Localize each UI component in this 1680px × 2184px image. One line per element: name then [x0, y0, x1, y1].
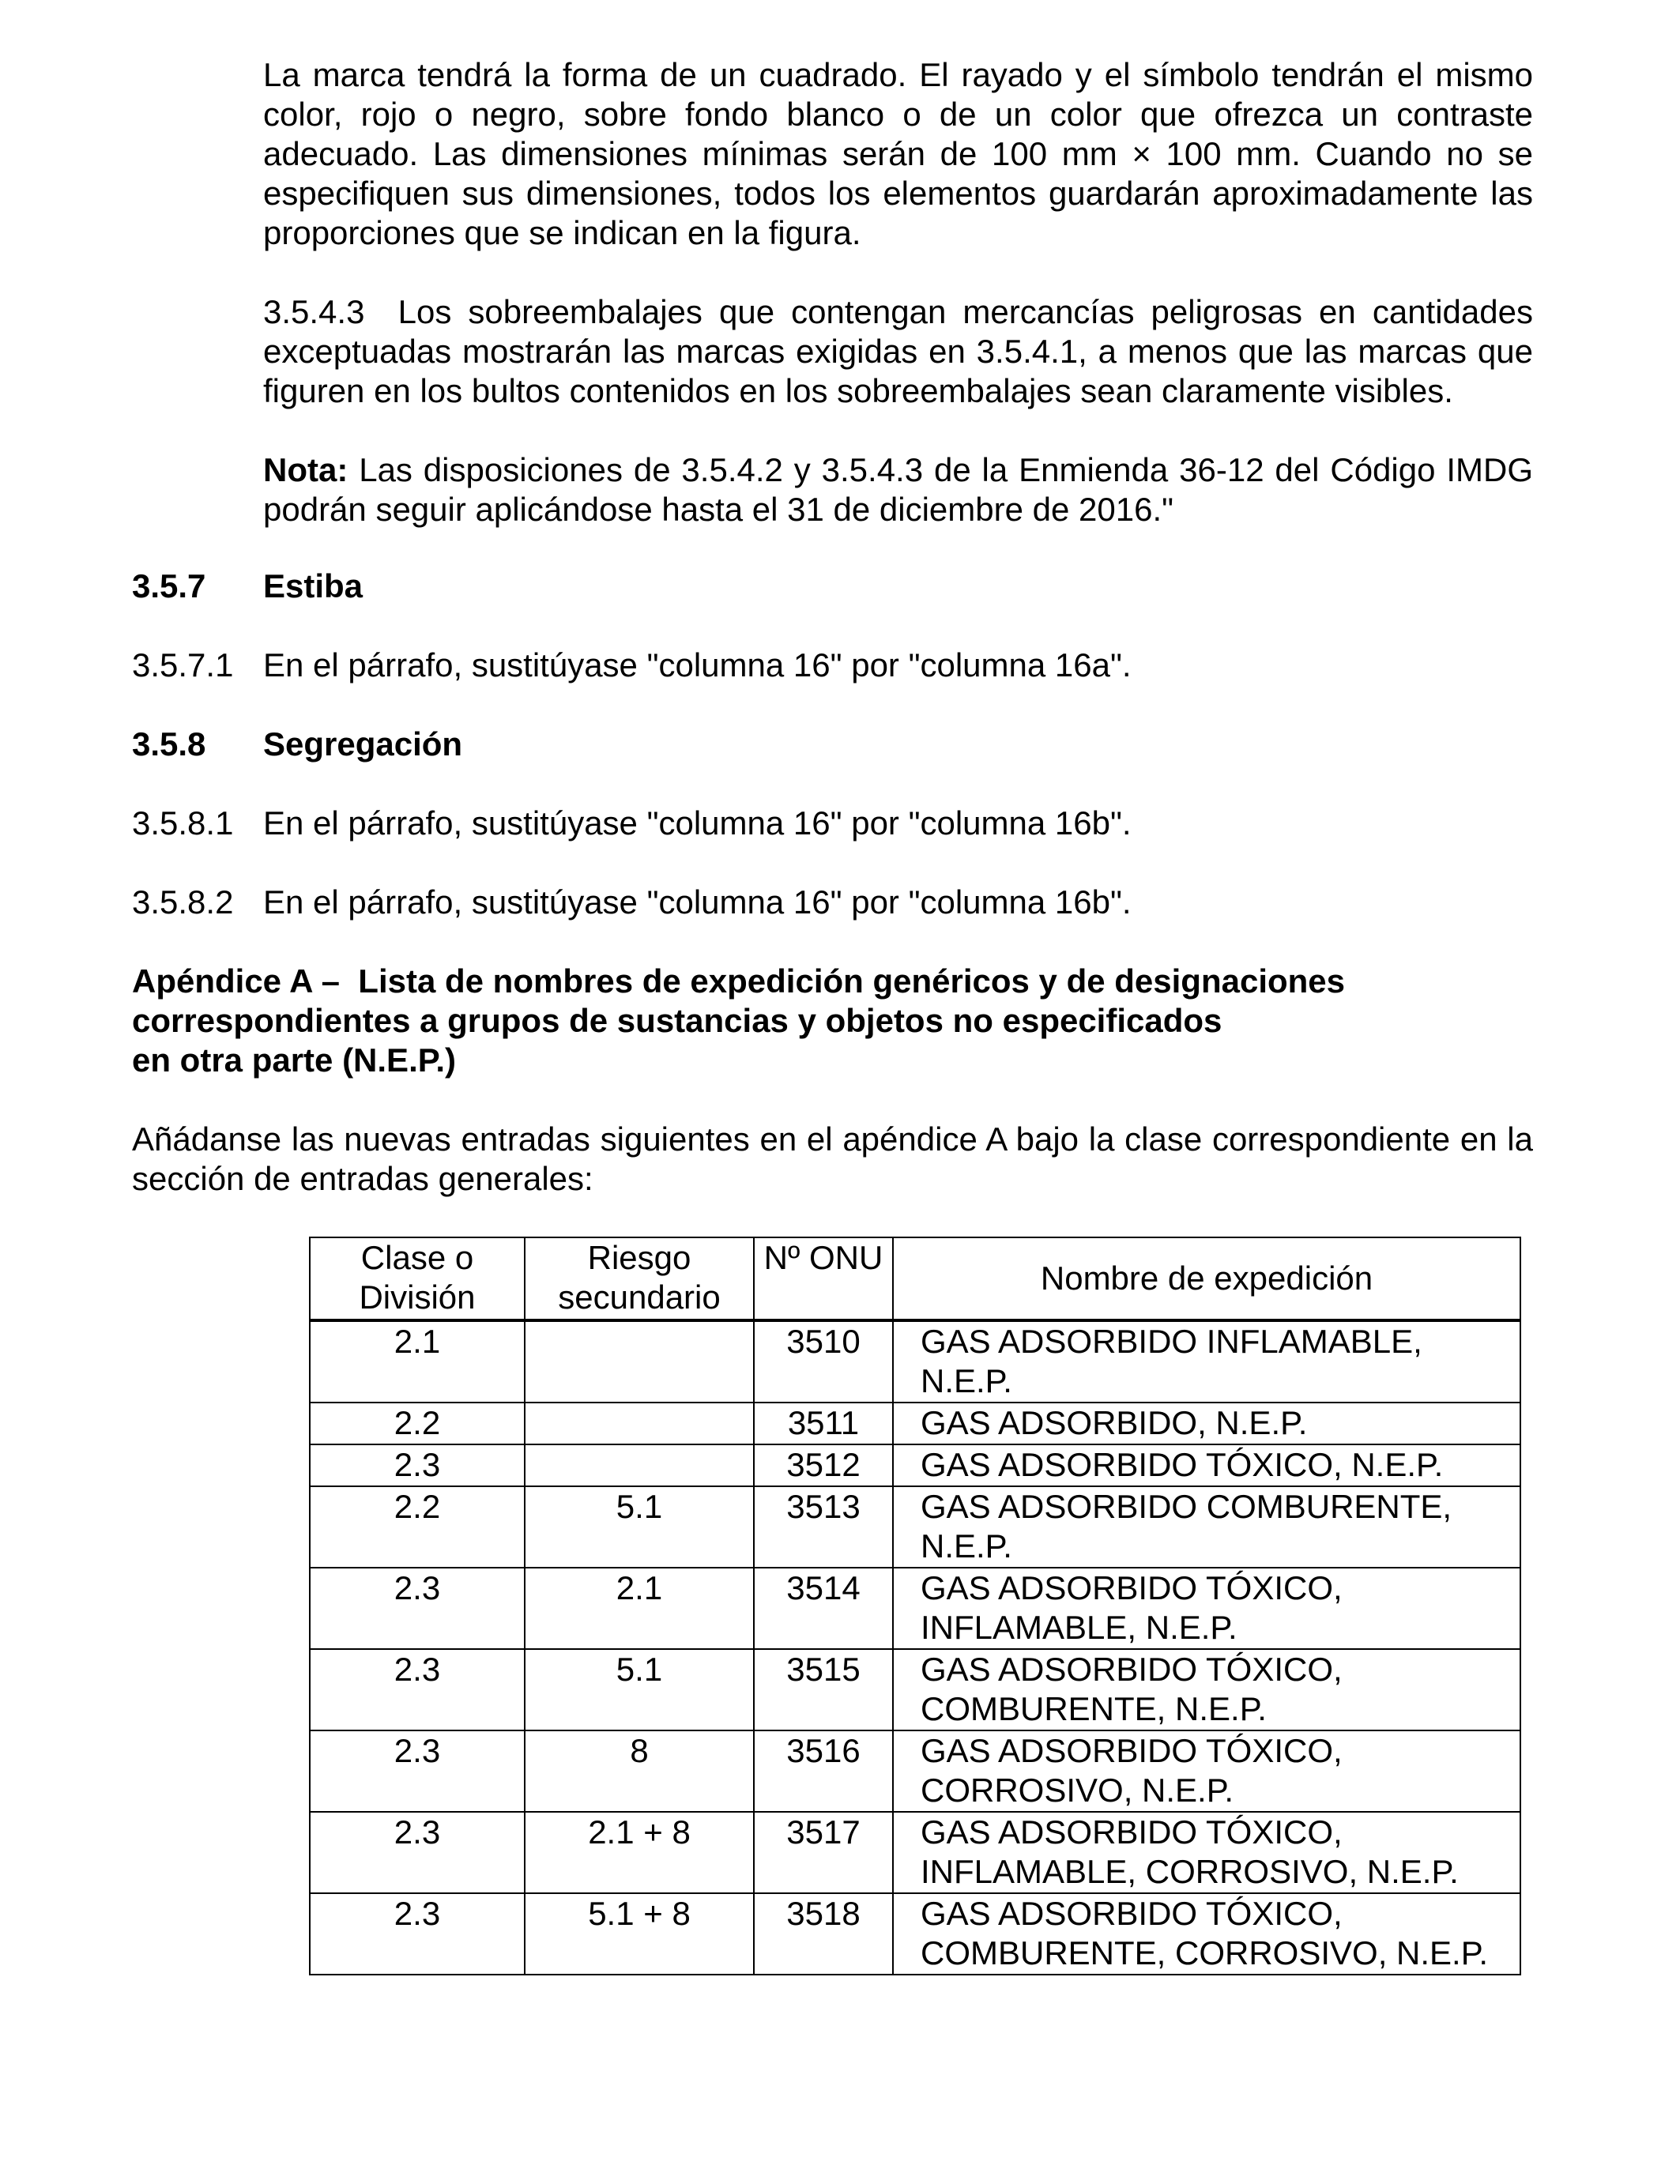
cell-onu: 3512	[754, 1444, 893, 1486]
header-onu: Nº ONU	[754, 1237, 893, 1320]
cell-clase: 2.3	[310, 1812, 525, 1893]
paragraph-number: 3.5.4.3	[263, 293, 365, 330]
appendix-heading-line1	[132, 962, 1533, 1001]
cell-riesgo	[525, 1444, 754, 1486]
nombre-line2: CORROSIVO, N.E.P.	[921, 1772, 1234, 1809]
cell-riesgo: 5.1	[525, 1649, 754, 1730]
cell-onu: 3511	[754, 1403, 893, 1444]
cell-nombre	[893, 1730, 1520, 1812]
table-row	[310, 1812, 1520, 1893]
appendix-title-line2: correspondientes a grupos de sustancias y objetos no especificados	[132, 1002, 1222, 1039]
cell-nombre	[893, 1320, 1520, 1403]
header-riesgo-line1: Riesgo	[587, 1239, 691, 1276]
nombre-line1: GAS ADSORBIDO TÓXICO,	[921, 1732, 1343, 1769]
appendix-prefix: Apéndice A –	[132, 962, 340, 1000]
table-row	[310, 1486, 1520, 1568]
cell-onu: 3516	[754, 1730, 893, 1812]
appendix-title-line3: en otra parte (N.E.P.)	[132, 1041, 456, 1079]
section-title: Segregación	[263, 725, 463, 763]
cell-riesgo: 2.1 + 8	[525, 1812, 754, 1893]
header-clase	[310, 1237, 525, 1320]
nombre-line1: GAS ADSORBIDO COMBURENTE,	[921, 1488, 1452, 1525]
instruction-paragraph: Añádanse las nuevas entradas siguientes en el apéndice A bajo la clase correspondiente en la sección de entradas generales:	[132, 1120, 1533, 1197]
paragraph-3-5-4-3	[263, 292, 1533, 411]
item-number: 3.5.8.2	[132, 883, 234, 921]
cell-clase: 2.3	[310, 1568, 525, 1649]
nombre-line2: INFLAMABLE, CORROSIVO, N.E.P.	[921, 1853, 1459, 1890]
note-text: Las disposiciones de 3.5.4.2 y 3.5.4.3 de la Enmienda 36-12 del Código IMDG podrán seguir aplicándose hasta el 31 de diciembre de 2016."	[263, 451, 1533, 528]
cell-nombre	[893, 1649, 1520, 1730]
entries-table	[309, 1237, 1521, 1975]
cell-clase: 2.2	[310, 1403, 525, 1444]
nombre-line2: COMBURENTE, CORROSIVO, N.E.P.	[921, 1934, 1488, 1971]
table-row	[310, 1568, 1520, 1649]
header-clase-line1: Clase o	[360, 1239, 474, 1276]
cell-onu: 3517	[754, 1812, 893, 1893]
cell-nombre	[893, 1568, 1520, 1649]
cell-onu: 3515	[754, 1649, 893, 1730]
nombre-line1: GAS ADSORBIDO TÓXICO,	[921, 1813, 1343, 1851]
paragraph-text: Los sobreembalajes que contengan mercancías peligrosas en cantidades exceptuadas mostrarán las marcas exigidas en 3.5.4.1, a menos que las marcas que figuren en los bultos contenidos en los sobreembalajes sean claramente visibles.	[263, 293, 1533, 409]
section-title: Estiba	[263, 567, 363, 604]
cell-clase: 2.2	[310, 1486, 525, 1568]
cell-riesgo: 2.1	[525, 1568, 754, 1649]
cell-riesgo	[525, 1403, 754, 1444]
cell-nombre	[893, 1486, 1520, 1568]
cell-nombre	[893, 1812, 1520, 1893]
nombre-line1: GAS ADSORBIDO INFLAMABLE,	[921, 1323, 1422, 1360]
cell-riesgo: 8	[525, 1730, 754, 1812]
table-row	[310, 1893, 1520, 1975]
table-row	[310, 1649, 1520, 1730]
section-number: 3.5.8	[132, 725, 206, 763]
item-number: 3.5.7.1	[132, 646, 234, 683]
cell-clase: 2.3	[310, 1730, 525, 1812]
nombre-line2: N.E.P.	[921, 1362, 1012, 1399]
cell-riesgo: 5.1	[525, 1486, 754, 1568]
intro-paragraph: La marca tendrá la forma de un cuadrado. El rayado y el símbolo tendrán el mismo color, rojo o negro, sobre fondo blanco o de un color que ofrezca un contraste adecuado. Las dimensiones mínimas serán de 100 mm × 100 mm. Cuando no se especifiquen sus dimensiones, todos los elementos guardarán aproximadamente las proporciones que se indican en la figura.	[263, 56, 1533, 251]
cell-onu: 3514	[754, 1568, 893, 1649]
cell-onu: 3513	[754, 1486, 893, 1568]
cell-clase: 2.3	[310, 1444, 525, 1486]
table-header-row	[310, 1237, 1520, 1320]
appendix-heading	[132, 962, 1533, 1080]
section-number: 3.5.7	[132, 567, 206, 604]
item-text: En el párrafo, sustitúyase "columna 16" por "columna 16b".	[263, 883, 1132, 921]
item-text: En el párrafo, sustitúyase "columna 16" por "columna 16b".	[263, 804, 1132, 842]
cell-riesgo: 5.1 + 8	[525, 1893, 754, 1975]
nombre-line2: COMBURENTE, N.E.P.	[921, 1690, 1267, 1727]
table-row	[310, 1403, 1520, 1444]
nombre-line2: INFLAMABLE, N.E.P.	[921, 1609, 1237, 1646]
appendix-title-line1: Lista de nombres de expedición genéricos y de designaciones	[358, 962, 1346, 1000]
cell-nombre	[893, 1893, 1520, 1975]
note-label: Nota:	[263, 451, 348, 488]
header-clase-line2: División	[359, 1278, 476, 1316]
cell-clase: 2.3	[310, 1893, 525, 1975]
header-riesgo-line2: secundario	[558, 1278, 721, 1316]
item-number: 3.5.8.1	[132, 804, 234, 842]
nombre-line1: GAS ADSORBIDO TÓXICO,	[921, 1651, 1343, 1688]
cell-onu: 3518	[754, 1893, 893, 1975]
cell-nombre: GAS ADSORBIDO, N.E.P.	[893, 1403, 1520, 1444]
header-riesgo	[525, 1237, 754, 1320]
nombre-line1: GAS ADSORBIDO TÓXICO,	[921, 1569, 1343, 1606]
cell-nombre: GAS ADSORBIDO TÓXICO, N.E.P.	[893, 1444, 1520, 1486]
header-nombre: Nombre de expedición	[893, 1237, 1520, 1320]
cell-onu: 3510	[754, 1320, 893, 1403]
table-row	[310, 1730, 1520, 1812]
cell-clase: 2.3	[310, 1649, 525, 1730]
item-text: En el párrafo, sustitúyase "columna 16" por "columna 16a".	[263, 646, 1132, 683]
note-paragraph	[263, 450, 1533, 529]
table-row	[310, 1320, 1520, 1403]
cell-clase: 2.1	[310, 1320, 525, 1403]
cell-riesgo	[525, 1320, 754, 1403]
table-row	[310, 1444, 1520, 1486]
nombre-line2: N.E.P.	[921, 1527, 1012, 1565]
nombre-line1: GAS ADSORBIDO TÓXICO,	[921, 1895, 1343, 1932]
